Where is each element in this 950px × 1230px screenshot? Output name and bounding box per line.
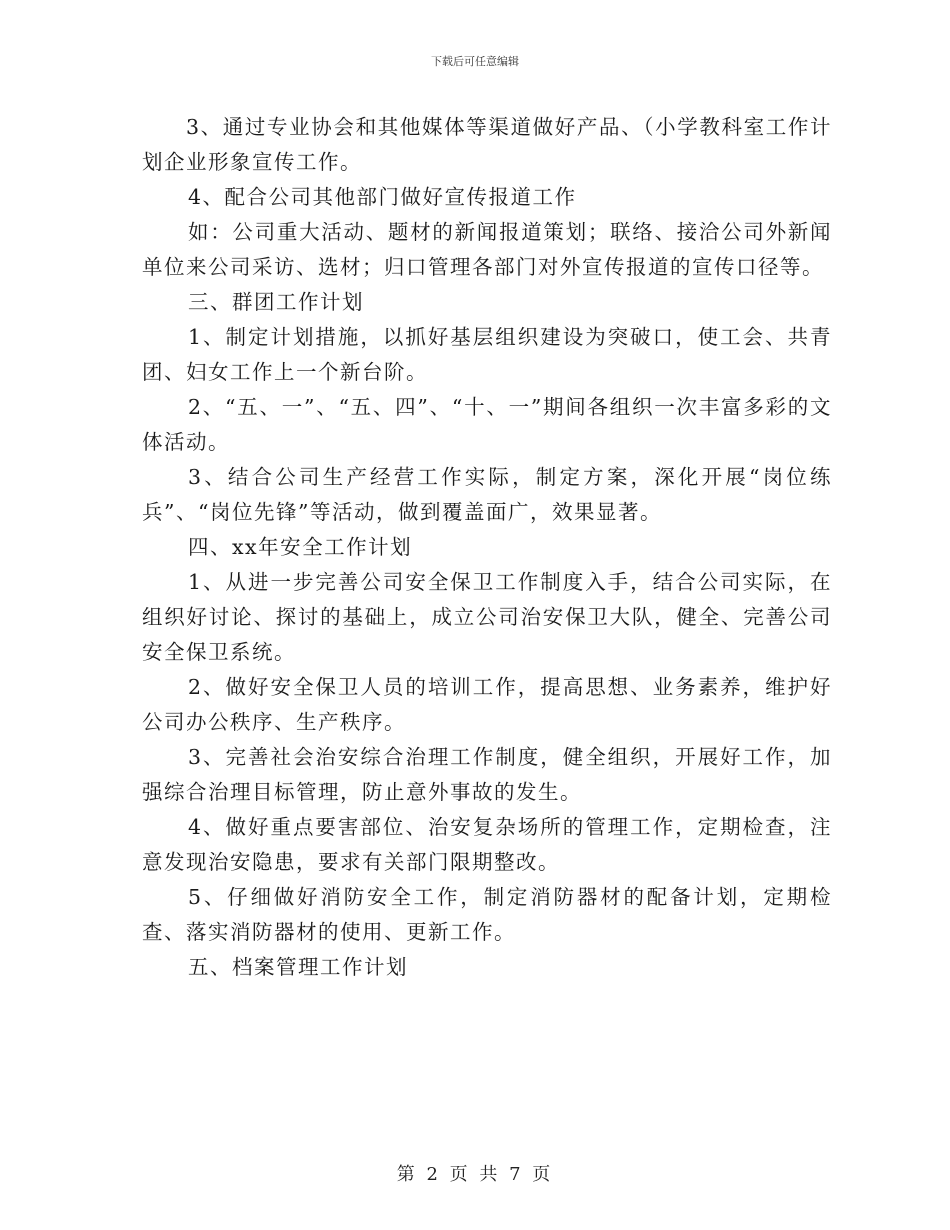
- paragraph: 3、结合公司生产经营工作实际，制定方案，深化开展“岗位练兵”、“岗位先锋”等活动，做到覆盖面广，效果显著。: [142, 465, 832, 524]
- paragraph: 2、做好安全保卫人员的培训工作，提高思想、业务素养，维护好公司办公秩序、生产秩序。: [142, 675, 832, 734]
- page-header-note: 下载后可任意编辑: [431, 55, 519, 68]
- paragraph: 如：公司重大活动、题材的新闻报道策划；联络、接洽公司外新闻单位来公司采访、选材；归口管理各部门对外宣传报道的宣传口径等。: [142, 220, 832, 279]
- paragraph: 3、通过专业协会和其他媒体等渠道做好产品、（小学教科室工作计划企业形象宣传工作。: [142, 115, 832, 174]
- section-heading: 四、xx年安全工作计划: [188, 535, 413, 559]
- document-body: [142, 110, 832, 985]
- paragraph: 1、制定计划措施，以抓好基层组织建设为突破口，使工会、共青团、妇女工作上一个新台阶。: [142, 325, 832, 384]
- paragraph: 5、仔细做好消防安全工作，制定消防器材的配备计划，定期检查、落实消防器材的使用、更新工作。: [142, 885, 832, 944]
- paragraph: 1、从进一步完善公司安全保卫工作制度入手，结合公司实际，在组织好讨论、探讨的基础上，成立公司治安保卫大队，健全、完善公司安全保卫系统。: [142, 570, 832, 664]
- paragraph: 3、完善社会治安综合治理工作制度，健全组织，开展好工作，加强综合治理目标管理，防止意外事故的发生。: [142, 745, 832, 804]
- paragraph: 2、“五、一”、“五、四”、“十、一”期间各组织一次丰富多彩的文体活动。: [142, 395, 832, 454]
- paragraph: 4、做好重点要害部位、治安复杂场所的管理工作，定期检查，注意发现治安隐患，要求有关部门限期整改。: [142, 815, 832, 874]
- section-heading: 三、群团工作计划: [188, 290, 364, 314]
- section-heading: 五、档案管理工作计划: [188, 955, 408, 979]
- paragraph: 4、配合公司其他部门做好宣传报道工作: [188, 185, 577, 209]
- page-number-footer: 第 2 页 共 7 页: [396, 1164, 554, 1185]
